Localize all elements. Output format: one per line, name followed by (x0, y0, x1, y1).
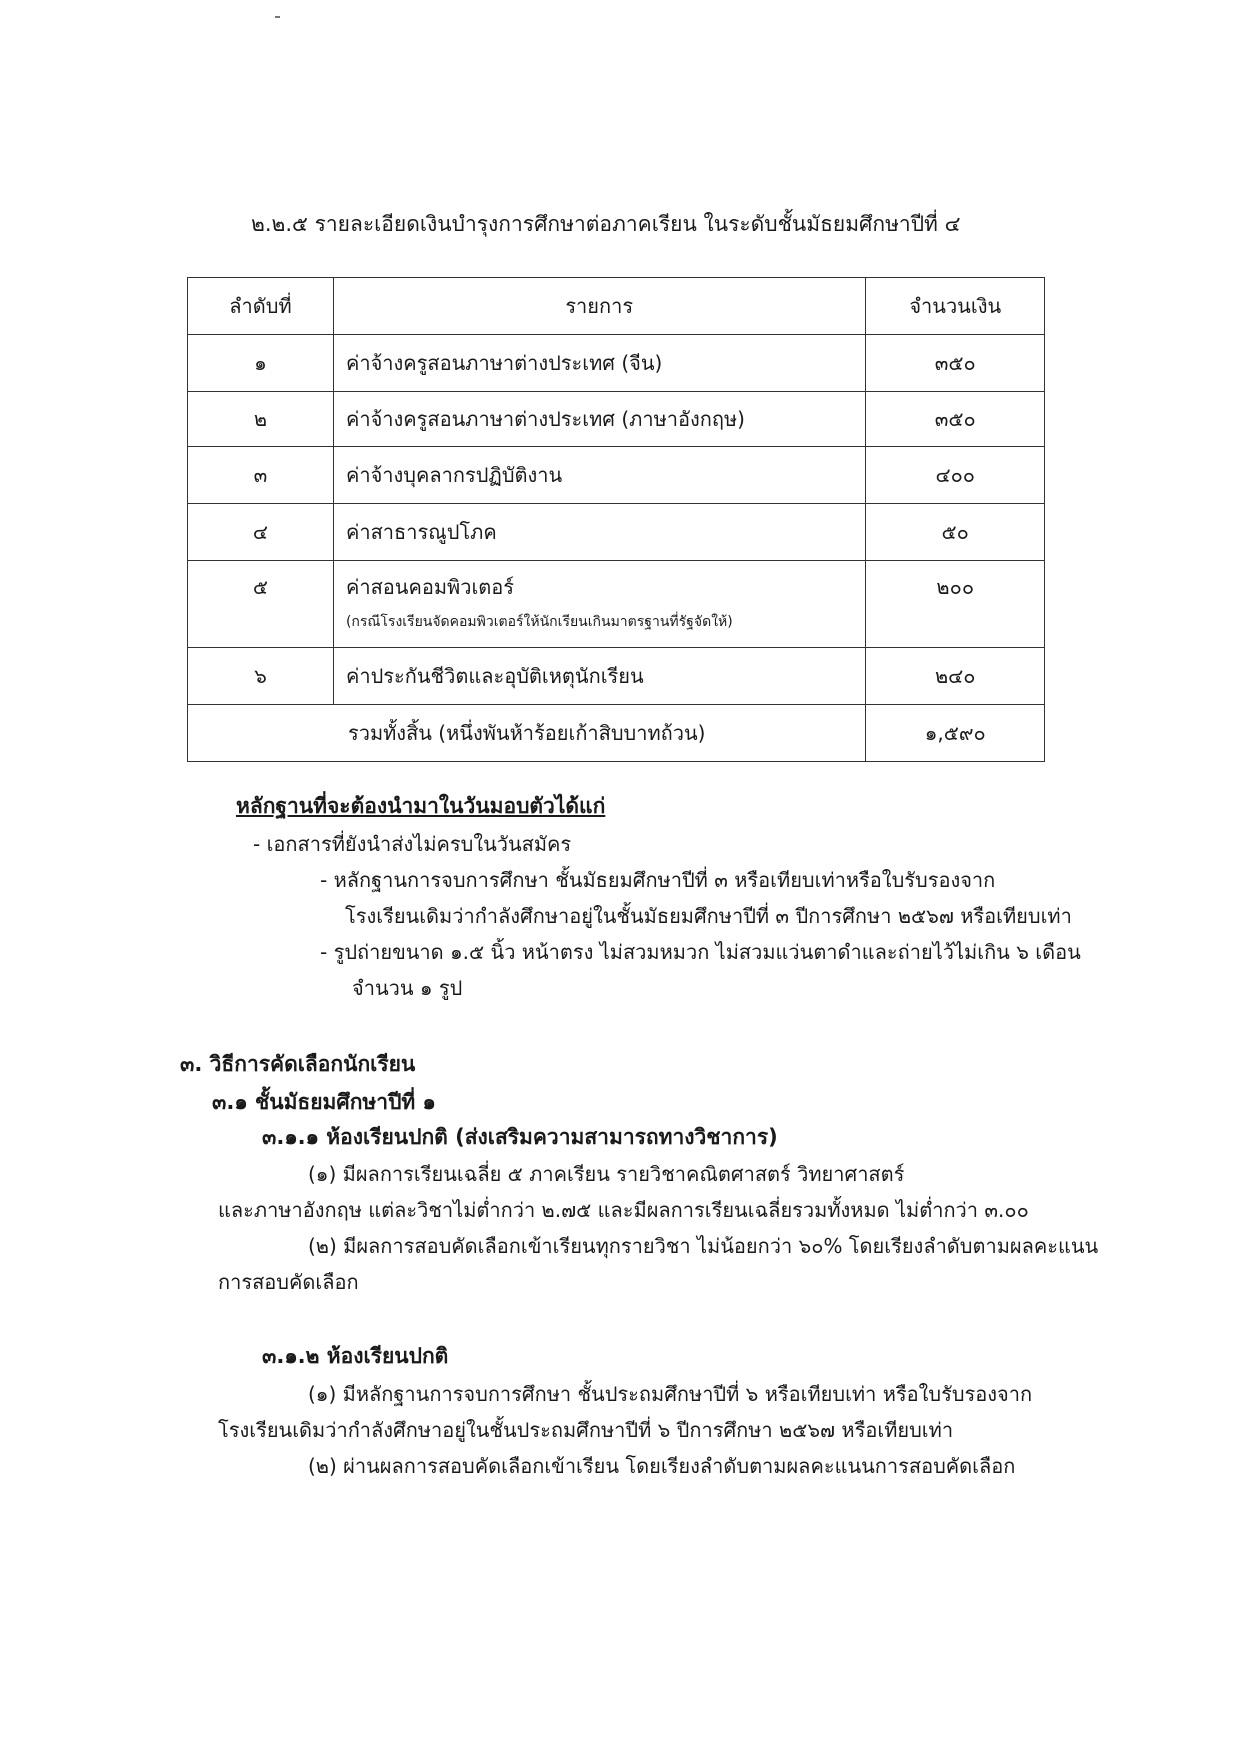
evidence-line: จำนวน ๑ รูป (352, 976, 463, 1000)
section-3-title: ๓. วิธีการคัดเลือกนักเรียน (180, 1052, 416, 1076)
section-3-1-2-title: ๓.๑.๒ ห้องเรียนปกติ (262, 1344, 449, 1368)
evidence-line: - รูปถ่ายขนาด ๑.๕ นิ้ว หน้าตรง ไม่สวมหมวก ไม่สวมแว่นตาดำและถ่ายไว้ไม่เกิน ๖ เดือน (320, 940, 1081, 964)
row-item: ค่าจ้างครูสอนภาษาต่างประเทศ (จีน) (333, 335, 866, 392)
row-amount: ๕๐ (866, 504, 1045, 561)
total-amount: ๑,๕๙๐ (866, 705, 1045, 762)
table-total-row (188, 705, 1045, 762)
row-no: ๒ (188, 392, 334, 447)
section-3-1-title: ๓.๑ ชั้นมัธยมศึกษาปีที่ ๑ (212, 1090, 436, 1114)
total-label: รวมทั้งสิ้น (หนึ่งพันห้าร้อยเก้าสิบบาทถ้วน) (188, 705, 866, 762)
table-row (188, 335, 1045, 392)
criteria-line: (๒) ผ่านผลการสอบคัดเลือกเข้าเรียน โดยเรียงลำดับตามผลคะแนนการสอบคัดเลือก (308, 1454, 1016, 1478)
table-row (188, 504, 1045, 561)
header-item: รายการ (333, 278, 866, 335)
table-header-row (188, 278, 1045, 335)
row-amount: ๒๐๐ (866, 561, 1045, 648)
evidence-line: - เอกสารที่ยังนำส่งไม่ครบในวันสมัคร (253, 832, 572, 856)
row-no: ๕ (188, 561, 334, 648)
criteria-line: (๑) มีผลการเรียนเฉลี่ย ๕ ภาคเรียน รายวิชาคณิตศาสตร์ วิทยาศาสตร์ (308, 1162, 905, 1186)
table-row (188, 392, 1045, 447)
table-row (188, 648, 1045, 705)
row-amount: ๓๕๐ (866, 335, 1045, 392)
criteria-line: (๒) มีผลการสอบคัดเลือกเข้าเรียนทุกรายวิชา ไม่น้อยกว่า ๖๐% โดยเรียงลำดับตามผลคะแนน (308, 1234, 1099, 1258)
scan-speck (275, 16, 280, 18)
row-item-with-note (333, 561, 866, 648)
evidence-line: - หลักฐานการจบการศึกษา ชั้นมัธยมศึกษาปีที่ ๓ หรือเทียบเท่าหรือใบรับรองจาก (320, 868, 996, 892)
evidence-title: หลักฐานที่จะต้องนำมาในวันมอบตัวได้แก่ (236, 794, 606, 818)
row-no: ๓ (188, 447, 334, 504)
row-item: ค่าสาธารณูปโภค (333, 504, 866, 561)
row-item: ค่าจ้างบุคลากรปฏิบัติงาน (333, 447, 866, 504)
evidence-line: โรงเรียนเดิมว่ากำลังศึกษาอยู่ในชั้นมัธยมศึกษาปีที่ ๓ ปีการศึกษา ๒๕๖๗ หรือเทียบเท่า (345, 904, 1072, 928)
header-amount: จำนวนเงิน (866, 278, 1045, 335)
row-amount: ๔๐๐ (866, 447, 1045, 504)
criteria-line: (๑) มีหลักฐานการจบการศึกษา ชั้นประถมศึกษาปีที่ ๖ หรือเทียบเท่า หรือใบรับรองจาก (308, 1382, 1033, 1406)
criteria-line: การสอบคัดเลือก (218, 1270, 359, 1294)
row-amount: ๒๔๐ (866, 648, 1045, 705)
section-3-1-1-title: ๓.๑.๑ ห้องเรียนปกติ (ส่งเสริมความสามารถทางวิชาการ) (262, 1125, 778, 1149)
row-no: ๔ (188, 504, 334, 561)
table-row (188, 561, 1045, 648)
row-no: ๑ (188, 335, 334, 392)
row-item: ค่าจ้างครูสอนภาษาต่างประเทศ (ภาษาอังกฤษ) (333, 392, 866, 447)
row-no: ๖ (188, 648, 334, 705)
row-item: ค่าสอนคอมพิวเตอร์ (345, 575, 515, 599)
criteria-line: โรงเรียนเดิมว่ากำลังศึกษาอยู่ในชั้นประถมศึกษาปีที่ ๖ ปีการศึกษา ๒๕๖๗ หรือเทียบเท่า (218, 1418, 954, 1442)
fee-table (187, 277, 1045, 762)
criteria-line: และภาษาอังกฤษ แต่ละวิชาไม่ต่ำกว่า ๒.๗๕ และมีผลการเรียนเฉลี่ยรวมทั้งหมด ไม่ต่ำกว่า ๓.๐๐ (218, 1198, 1029, 1222)
table-row (188, 447, 1045, 504)
row-amount: ๓๕๐ (866, 392, 1045, 447)
header-no: ลำดับที่ (188, 278, 334, 335)
row-note: (กรณีโรงเรียนจัดคอมพิวเตอร์ให้นักเรียนเกินมาตรฐานที่รัฐจัดให้) (345, 614, 733, 630)
section-heading-2-2-5: ๒.๒.๕ รายละเอียดเงินบำรุงการศึกษาต่อภาคเรียน ในระดับชั้นมัธยมศึกษาปีที่ ๔ (251, 212, 961, 236)
row-item: ค่าประกันชีวิตและอุบัติเหตุนักเรียน (333, 648, 866, 705)
